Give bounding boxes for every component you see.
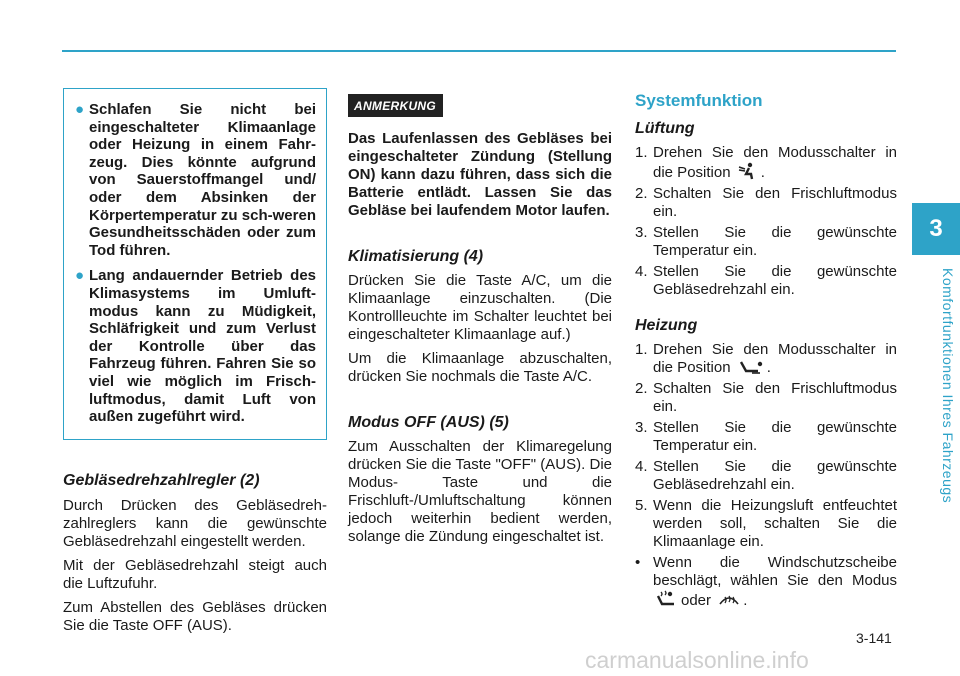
list-item (635, 497, 897, 551)
step-label: Drehen Sie den Modusschalter in die Position (653, 144, 897, 181)
fan-heading: Gebläsedrehzahlregler (2) (63, 471, 260, 489)
step-number: 1. (635, 341, 648, 358)
warning-item (72, 267, 316, 425)
ventilation-heading: Lüftung (635, 120, 695, 137)
step-text: Stellen Sie die gewünschte Temperatur ein. (653, 419, 897, 454)
column-middle (348, 88, 612, 546)
list-item (635, 419, 897, 455)
step-text: Schalten Sie den Frischluftmodus ein. (653, 185, 897, 220)
list-item (635, 341, 897, 377)
note-badge: ANMERKUNG (348, 94, 443, 117)
warning-text: Lang andauernder Betrieb des Klimasystems im Umluft-modus kann zu Müdigkeit, Schläfrigkeit und zum Verlust der Kontrolle über das Fahrzeug führen. Fahren Sie so viel wie möglich im Frisch-luftmodus, damit Luft von außen zugeführt wird. (89, 267, 316, 426)
chapter-title: Komfortfunktionen Ihres Fahrzeugs (940, 268, 956, 504)
floor-mode-icon (738, 359, 764, 375)
off-heading: Modus OFF (AUS) (5) (348, 414, 509, 431)
bullet-mark: • (635, 554, 641, 571)
floor-defrost-mode-icon (656, 590, 678, 608)
ac-paragraph: Drücken Sie die Taste A/C, um die Klimaanlage einzuschalten. (Die Kontrollleuchte im Schalter leuchtet bei eingeschalteter Klimaanlage auf.) (348, 272, 612, 343)
fan-paragraph: Zum Abstellen des Gebläses drücken Sie die Taste OFF (AUS). (63, 598, 327, 634)
bullet-dot-icon: ● (75, 101, 85, 118)
ventilation-steps (635, 144, 897, 299)
step-text: Stellen Sie die gewünschte Gebläsedrehzahl ein. (653, 458, 897, 493)
step-suffix: . (766, 359, 771, 376)
step-suffix: . (760, 164, 765, 181)
step-text: Stellen Sie die gewünschte Temperatur ein. (653, 224, 897, 259)
step-number: 2. (635, 380, 648, 397)
ac-heading: Klimatisierung (4) (348, 248, 484, 265)
chapter-tab: 3 (912, 203, 960, 255)
step-text (649, 554, 897, 610)
step-number: 5. (635, 497, 648, 514)
list-item (635, 144, 897, 182)
heating-heading: Heizung (635, 317, 698, 334)
list-item (635, 224, 897, 260)
step-number: 1. (635, 144, 648, 161)
warning-item (72, 101, 316, 259)
vent-face-mode-icon (738, 162, 758, 180)
page-number: 3-141 (856, 630, 892, 646)
list-item (635, 380, 897, 416)
column-right (635, 88, 897, 613)
warning-box (63, 88, 327, 440)
list-item (635, 185, 897, 221)
step-number: 4. (635, 458, 648, 475)
step-number: 2. (635, 185, 648, 202)
watermark: carmanualsonline.info (585, 647, 809, 673)
section-title: Systemfunktion (635, 91, 763, 110)
step-text (649, 144, 897, 182)
header-rule (62, 50, 896, 52)
step-suffix: . (743, 592, 748, 609)
step-text (649, 341, 897, 377)
warning-text: Schlafen Sie nicht bei eingeschalteter Klimaanlage oder Heizung in einem Fahr-zeug. Dies könnte aufgrund von Sauerstoffmangel und/ oder dem Absinken der Körpertemperatur zu sch-weren Gesundheitsschäden oder zum Tod führen. (89, 101, 316, 259)
step-text: Stellen Sie die gewünschte Gebläsedrehzahl ein. (653, 263, 897, 298)
list-item (635, 263, 897, 299)
step-label: Wenn die Windschutzscheibe beschlägt, wählen Sie den Modus (653, 554, 897, 589)
step-number: 3. (635, 419, 648, 436)
step-number: 4. (635, 263, 648, 280)
fan-paragraph: Mit der Gebläsedrehzahl steigt auch die Luftzufuhr. (63, 556, 327, 592)
bullet-dot-icon: ● (75, 267, 85, 285)
off-paragraph: Zum Ausschalten der Klimaregelung drücken Sie die Taste "OFF" (AUS). Die Modus- Taste und die Frischluft-/Umluftschaltung können jedoch weiterhin bedient werden, solange die Zündung eingeschaltet ist. (348, 438, 612, 545)
step-label: oder (681, 592, 712, 609)
step-text: Wenn die Heizungsluft entfeuchtet werden soll, schalten Sie die Klimaanlage ein. (653, 497, 897, 550)
heating-steps (635, 341, 897, 610)
defrost-icon (718, 590, 740, 608)
step-label: Drehen Sie den Modusschalter in die Position (653, 341, 897, 376)
column-left (63, 88, 327, 635)
step-number: 3. (635, 224, 648, 241)
list-item (635, 554, 897, 610)
step-text: Schalten Sie den Frischluftmodus ein. (653, 380, 897, 415)
fan-paragraph: Durch Drücken des Gebläsedreh-zahlreglers kann die gewünschte Gebläsedrehzahl eingestellt werden. (63, 496, 327, 550)
list-item (635, 458, 897, 494)
ac-paragraph: Um die Klimaanlage abzuschalten, drücken Sie nochmals die Taste A/C. (348, 350, 612, 385)
note-text: Das Laufenlassen des Gebläses bei eingeschalteter Zündung (Stellung ON) kann dazu führen, dass sich die Batterie entlädt. Lassen Sie das Gebläse bei laufendem Motor laufen. (348, 130, 612, 219)
